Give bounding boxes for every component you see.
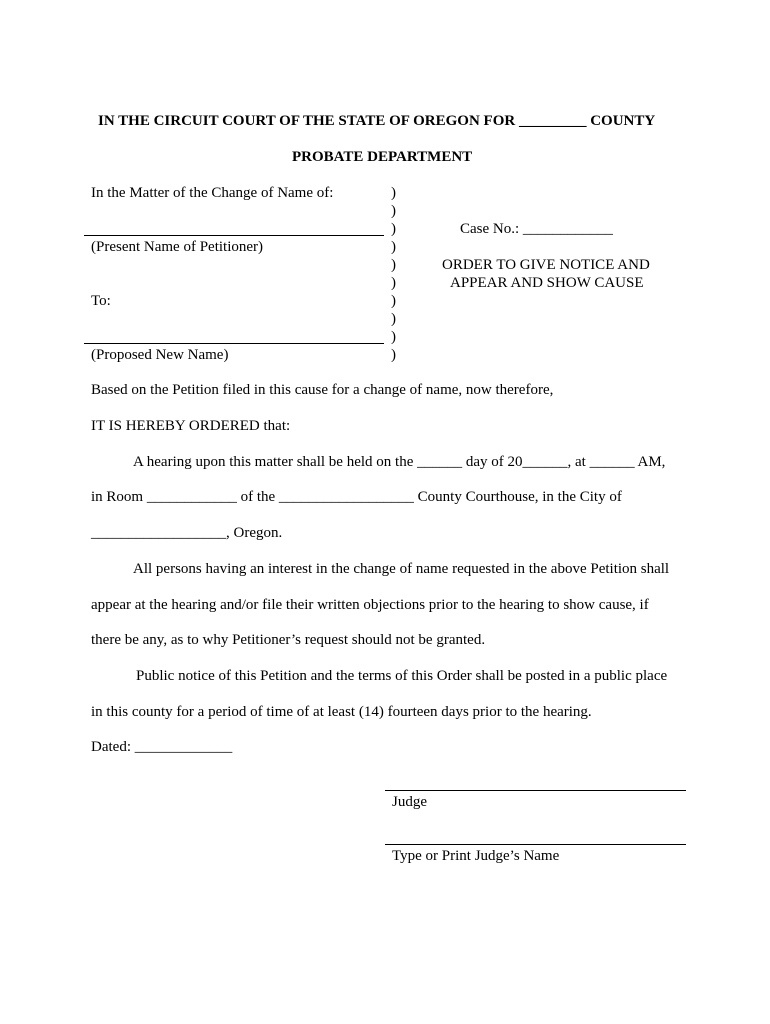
hearing-paragraph-line: in Room ____________ of the __________________ County Courthouse, in the City of [91, 489, 622, 505]
order-title-line1: ORDER TO GIVE NOTICE AND [442, 257, 650, 273]
hearing-paragraph-line: __________________, Oregon. [91, 525, 283, 541]
present-name-label: (Present Name of Petitioner) [91, 239, 264, 255]
judge-name-line [385, 844, 686, 845]
court-title: IN THE CIRCUIT COURT OF THE STATE OF OREGON FOR _________ COUNTY [98, 113, 656, 129]
hearing-paragraph-line: A hearing upon this matter shall be held on the ______ day of 20______, at ______ AM, [133, 454, 666, 470]
matter-of-label: In the Matter of the Change of Name of: [91, 185, 334, 201]
caption-paren: ) [391, 221, 396, 237]
judge-label: Judge [392, 794, 427, 810]
caption-paren: ) [391, 185, 396, 201]
dated-field: Dated: _____________ [91, 739, 233, 755]
caption-paren: ) [391, 347, 396, 363]
caption-paren: ) [391, 275, 396, 291]
to-label: To: [91, 293, 111, 309]
caption-paren: ) [391, 203, 396, 219]
ordered-heading: IT IS HEREBY ORDERED that: [91, 418, 291, 434]
case-number-field: Case No.: ____________ [460, 221, 613, 237]
present-name-line [84, 235, 384, 236]
caption-paren: ) [391, 239, 396, 255]
order-title-line2: APPEAR AND SHOW CAUSE [450, 275, 644, 291]
judge-name-label: Type or Print Judge’s Name [392, 848, 560, 864]
caption-paren: ) [391, 311, 396, 327]
caption-paren: ) [391, 329, 396, 345]
caption-paren: ) [391, 257, 396, 273]
intro-paragraph: Based on the Petition filed in this cause for a change of name, now therefore, [91, 382, 554, 398]
persons-paragraph-line: appear at the hearing and/or file their written objections prior to the hearing to show cause, if [91, 597, 649, 613]
notice-paragraph-line: in this county for a period of time of at least (14) fourteen days prior to the hearing. [91, 704, 592, 720]
proposed-name-label: (Proposed New Name) [91, 347, 229, 363]
persons-paragraph-line: there be any, as to why Petitioner’s request should not be granted. [91, 632, 486, 648]
judge-signature-line [385, 790, 686, 791]
proposed-name-line [84, 343, 384, 344]
notice-paragraph-line: Public notice of this Petition and the terms of this Order shall be posted in a public place [136, 668, 668, 684]
caption-paren: ) [391, 293, 396, 309]
persons-paragraph-line: All persons having an interest in the change of name requested in the above Petition shall [133, 561, 670, 577]
department-title: PROBATE DEPARTMENT [292, 149, 473, 165]
